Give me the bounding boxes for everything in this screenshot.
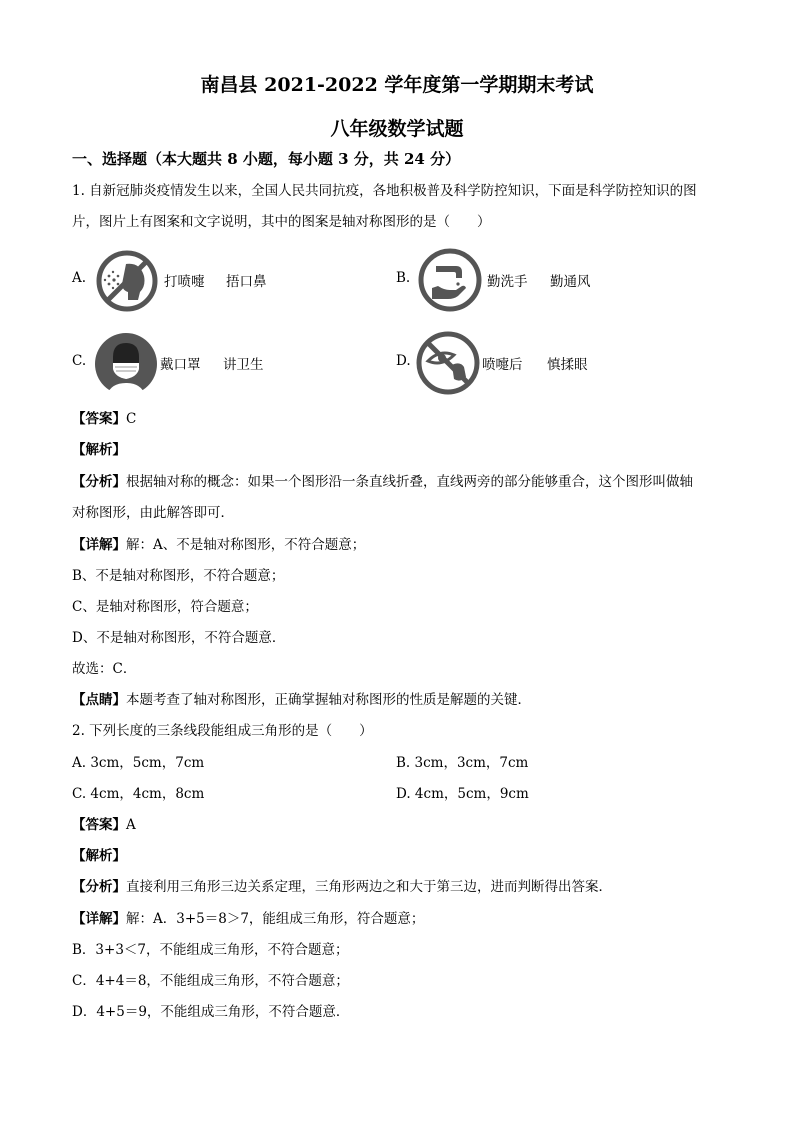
q1-option-c-caption2: 讲卫生 xyxy=(223,357,264,373)
exam-title: 南昌县 2021-2022 学年度第一学期期末考试 xyxy=(200,74,594,96)
q2-detail-line4: D．4+5＝9，不能组成三角形，不符合题意． xyxy=(72,1004,350,1020)
q2-detail-tag: 【详解】 xyxy=(72,911,126,927)
q2-analysis-tag: 【解析】 xyxy=(72,848,126,864)
q1-option-d-caption1: 喷嚏后 xyxy=(482,357,523,373)
q1-detail-line1 xyxy=(72,535,365,555)
q2-option-a: A. 3cm，5cm，7cm xyxy=(72,755,205,771)
q1-option-d-caption2: 慎揉眼 xyxy=(547,357,588,373)
q2-answer xyxy=(72,815,136,835)
q1-dianjing xyxy=(72,690,531,710)
q1-dianjing-tag: 【点睛】 xyxy=(72,692,126,708)
q2-fenxi xyxy=(72,877,612,897)
q1-fenxi-line2: 对称图形，由此解答即可． xyxy=(72,505,234,521)
q2-detail-line3: C．4+4＝8，不能组成三角形，不符合题意； xyxy=(72,973,349,989)
q2-detail-line1 xyxy=(72,909,424,929)
q1-option-b-letter: B. xyxy=(396,270,411,286)
q1-option-a-caption2: 捂口鼻 xyxy=(226,274,267,290)
q1-option-c-letter: C. xyxy=(72,353,87,369)
hand-washing-icon xyxy=(418,248,482,312)
q1-stem-line2: 片，图片上有图案和文字说明，其中的图案是轴对称图形的是（ ） xyxy=(72,214,491,230)
exam-subtitle: 八年级数学试题 xyxy=(330,118,464,140)
q1-option-b-caption2: 勤通风 xyxy=(550,274,591,290)
q1-detail-line2: B、不是轴对称图形，不符合题意； xyxy=(72,568,285,584)
mask-face-icon xyxy=(93,331,159,397)
no-eye-rubbing-icon xyxy=(416,331,480,395)
q1-detail-tag: 【详解】 xyxy=(72,537,126,553)
q1-option-d-letter: D. xyxy=(396,353,411,369)
q1-option-c-caption1: 戴口罩 xyxy=(160,357,201,373)
q2-answer-value: A xyxy=(126,817,136,833)
q1-fenxi-tag: 【分析】 xyxy=(72,474,126,490)
q1-detail-text1: 解：A、不是轴对称图形，不符合题意； xyxy=(126,537,366,553)
q2-option-d: D. 4cm，5cm，9cm xyxy=(396,786,529,802)
q1-answer-value: C xyxy=(126,411,137,427)
q1-detail-line4: D、不是轴对称图形，不符合题意． xyxy=(72,630,286,646)
q2-fenxi-text: 直接利用三角形三边关系定理，三角形两边之和大于第三边，进而判断得出答案． xyxy=(126,879,612,895)
q1-fenxi-line1 xyxy=(72,472,693,492)
section-heading: 一、选择题（本大题共 8 小题，每小题 3 分，共 24 分） xyxy=(72,150,461,168)
q1-analysis-tag: 【解析】 xyxy=(72,442,126,458)
q2-detail-text1: 解：A．3+5＝8＞7，能组成三角形，符合题意； xyxy=(126,911,425,927)
q2-stem: 2. 下列长度的三条线段能组成三角形的是（ ） xyxy=(72,723,373,739)
sneeze-prohibited-icon xyxy=(96,250,158,312)
q1-dianjing-text: 本题考查了轴对称图形，正确掌握轴对称图形的性质是解题的关键． xyxy=(126,692,531,708)
q1-detail-line3: C、是轴对称图形，符合题意； xyxy=(72,599,258,615)
q1-answer-tag: 【答案】 xyxy=(72,411,126,427)
q1-option-a-caption1: 打喷嚏 xyxy=(164,274,205,290)
q1-answer xyxy=(72,409,136,429)
q1-choose: 故选：C． xyxy=(72,661,137,677)
q2-fenxi-tag: 【分析】 xyxy=(72,879,126,895)
q1-option-a-letter: A. xyxy=(72,270,87,286)
q1-stem-line1: 1. 自新冠肺炎疫情发生以来，全国人民共同抗疫，各地积极普及科学防控知识，下面是科学防控知识的图 xyxy=(72,183,697,199)
q2-option-b: B. 3cm，3cm，7cm xyxy=(396,755,529,771)
q1-option-b-caption1: 勤洗手 xyxy=(487,274,528,290)
q2-detail-line2: B．3+3＜7，不能组成三角形，不符合题意； xyxy=(72,942,349,958)
q2-answer-tag: 【答案】 xyxy=(72,817,126,833)
q2-option-c: C. 4cm，4cm，8cm xyxy=(72,786,205,802)
q1-fenxi-text1: 根据轴对称的概念：如果一个图形沿一条直线折叠，直线两旁的部分能够重合，这个图形叫做轴 xyxy=(126,474,693,490)
